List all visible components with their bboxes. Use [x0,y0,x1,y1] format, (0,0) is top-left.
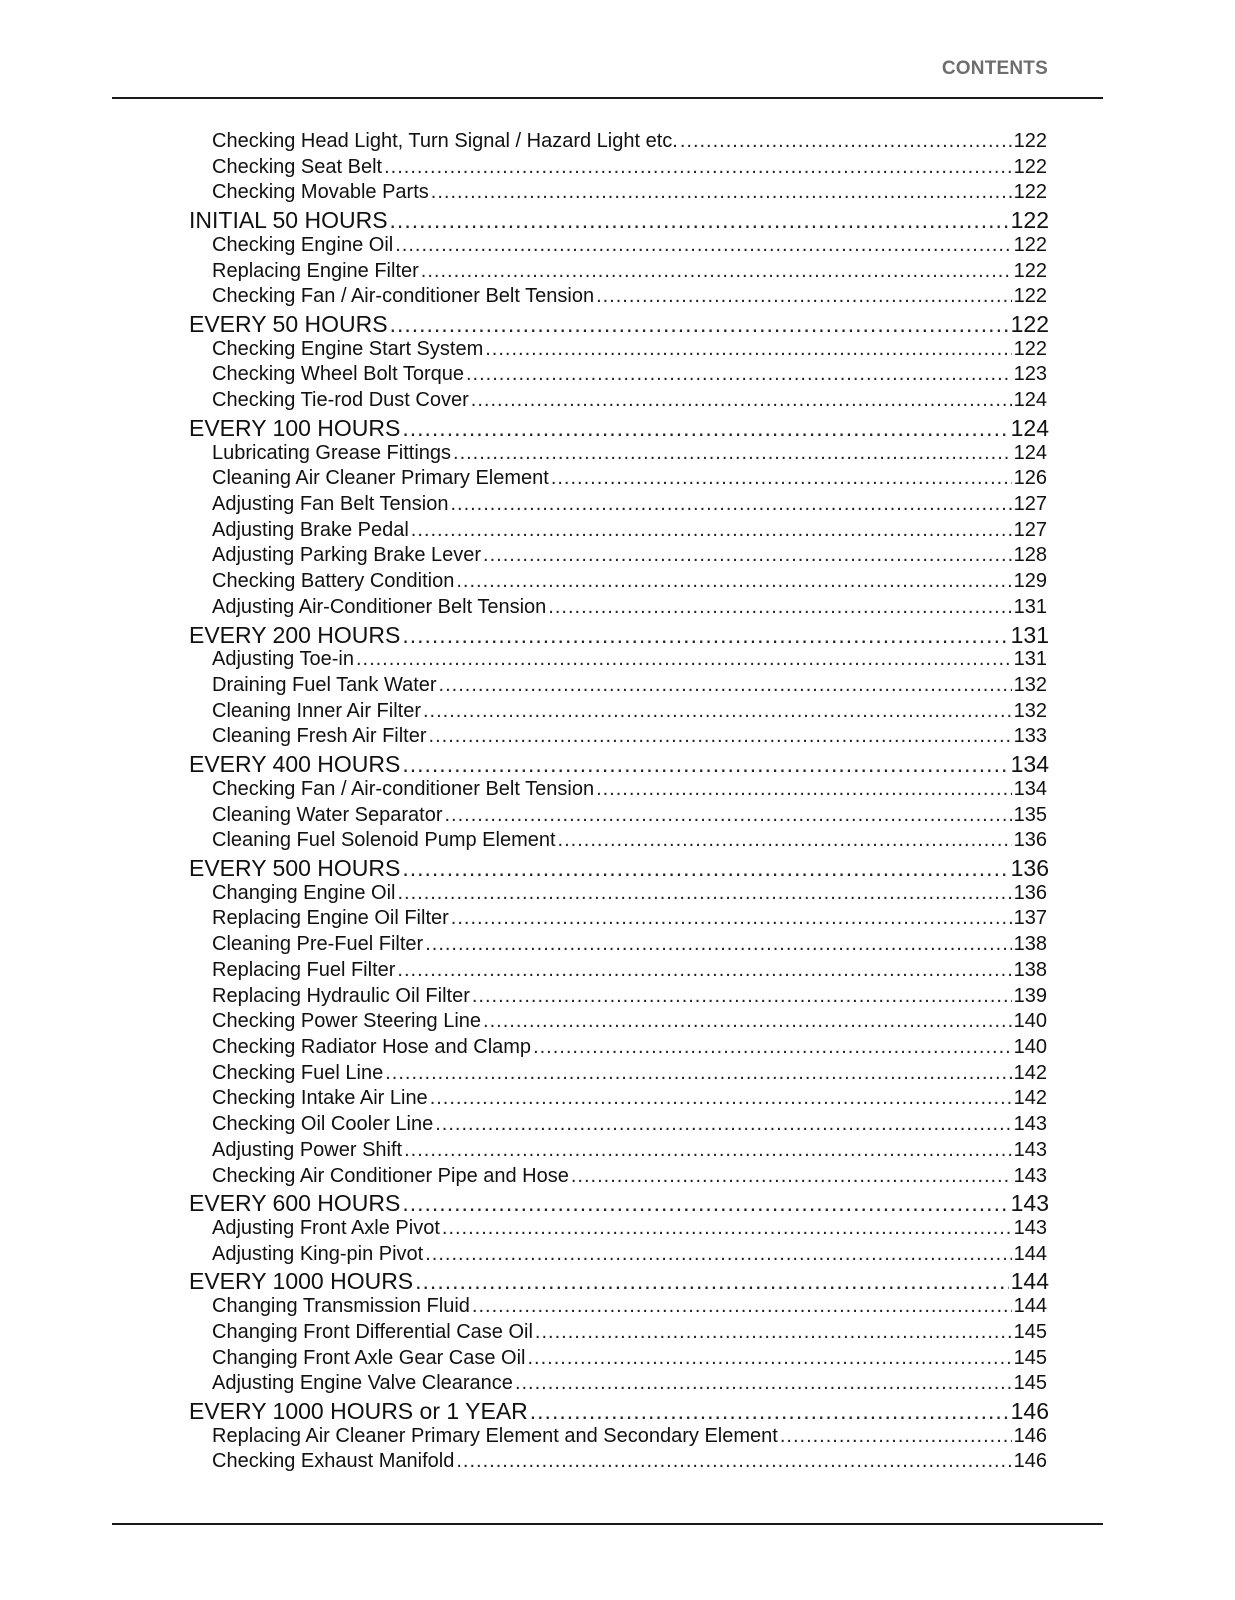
toc-page-number: 146 [1013,1424,1047,1447]
toc-page-number: 131 [1013,648,1047,671]
dot-leader [423,700,1012,723]
dot-leader [530,1398,1009,1425]
toc-page-number: 127 [1013,518,1047,541]
toc-page-number: 122 [1013,337,1047,360]
dot-leader [551,467,1012,490]
toc-entry-label: Adjusting Air-Conditioner Belt Tension [212,595,547,618]
dot-leader [780,1425,1012,1448]
dot-leader [558,829,1012,852]
toc-entry-label: Adjusting Front Axle Pivot [212,1216,440,1239]
toc-page-number: 122 [1010,311,1049,337]
toc-page-number: 124 [1013,441,1047,464]
toc-entry-label: Replacing Engine Oil Filter [212,907,449,930]
toc-entry-label: Cleaning Water Separator [212,803,443,826]
toc-page-number: 138 [1013,933,1047,956]
dot-leader [548,596,1011,619]
dot-leader [435,1113,1011,1136]
dot-leader [390,207,1009,234]
dot-leader [385,1062,1011,1085]
toc-entry-label: EVERY 1000 HOURS or 1 YEAR [189,1397,528,1424]
toc-entry-label: EVERY 1000 HOURS [189,1268,414,1295]
toc-entry[interactable] [0,1139,1235,1165]
dot-leader [397,882,1011,905]
dot-leader [411,519,1012,542]
toc-entry[interactable] [0,493,1235,519]
toc-page-number: 146 [1013,1450,1047,1473]
toc-page-number: 135 [1013,803,1047,826]
dot-leader [384,156,1012,179]
toc-entry[interactable] [0,1062,1235,1088]
toc-page-number: 133 [1013,725,1047,748]
toc-entry-label: EVERY 500 HOURS [189,854,401,881]
dot-leader [596,285,1012,308]
dot-leader [429,725,1012,748]
toc-page-number: 136 [1013,881,1047,904]
toc-entry[interactable] [0,700,1235,726]
toc-entry[interactable] [0,1036,1235,1062]
toc-page-number: 144 [1010,1268,1049,1295]
dot-leader [439,674,1012,697]
dot-leader [445,804,1012,827]
dot-leader [680,130,1012,153]
dot-leader [390,311,1009,338]
header-divider [112,97,1103,99]
toc-entry[interactable] [0,985,1235,1011]
toc-entry-label: Checking Exhaust Manifold [212,1450,455,1473]
toc-entry-label: Adjusting Toe-in [212,648,354,671]
toc-entry[interactable] [0,442,1235,468]
toc-entry[interactable] [0,519,1235,545]
toc-page-number: 138 [1013,958,1047,981]
page-header-title: CONTENTS [941,58,1048,79]
toc-entry-label: Checking Seat Belt [212,155,383,178]
dot-leader [397,959,1011,982]
toc-page-number: 127 [1013,492,1047,515]
dot-leader [528,1347,1012,1370]
toc-page-number: 134 [1010,751,1049,778]
toc-entry[interactable] [0,933,1235,959]
toc-entry-label: Adjusting Parking Brake Lever [212,544,482,567]
toc-page-number: 122 [1013,259,1047,282]
dot-leader [395,234,1011,257]
toc-entry-label: EVERY 200 HOURS [189,621,401,648]
dot-leader [472,985,1012,1008]
toc-entry-label: EVERY 400 HOURS [189,751,401,778]
dot-leader [456,570,1011,593]
toc-entry-label: Replacing Hydraulic Oil Filter [212,984,470,1007]
dot-leader [453,442,1012,465]
toc-entry-label: Cleaning Fuel Solenoid Pump Element [212,829,556,852]
toc-entry[interactable] [0,1321,1235,1347]
toc-page-number: 122 [1010,207,1049,234]
toc-entry[interactable] [0,389,1235,415]
toc-entry-label: Checking Engine Start System [212,337,484,360]
toc-page-number: 144 [1013,1295,1047,1318]
toc-page-number: 146 [1010,1397,1049,1424]
toc-entry-label: Draining Fuel Tank Water [212,673,437,696]
dot-leader [533,1036,1012,1059]
dot-leader [471,389,1012,412]
dot-leader [451,907,1012,930]
toc-section-entry[interactable] [0,1398,1235,1425]
toc-page-number: 128 [1013,544,1047,567]
toc-page-number: 145 [1013,1372,1047,1395]
dot-leader [466,363,1012,386]
toc-entry-label: Checking Wheel Bolt Torque [212,363,464,386]
toc-section-entry[interactable] [0,1190,1235,1217]
dot-leader [456,1450,1011,1473]
toc-page-number: 143 [1013,1216,1047,1239]
toc-entry[interactable] [0,363,1235,389]
toc-entry-label: Checking Power Steering Line [212,1010,482,1033]
toc-entry[interactable] [0,596,1235,622]
toc-entry-label: Cleaning Pre-Fuel Filter [212,933,424,956]
toc-page-number: 123 [1013,363,1047,386]
toc-entry-label: Lubricating Grease Fittings [212,441,452,464]
toc-entry[interactable] [0,1295,1235,1321]
dot-leader [430,1087,1012,1110]
toc-page-number: 143 [1013,1113,1047,1136]
dot-leader [402,751,1008,778]
toc-page-number: 136 [1013,829,1047,852]
toc-entry-label: Checking Fuel Line [212,1061,384,1084]
toc-page-number: 145 [1013,1320,1047,1343]
toc-entry-label: Checking Engine Oil [212,233,394,256]
toc-entry-label: Checking Tie-rod Dust Cover [212,389,469,412]
toc-page-number: 137 [1013,907,1047,930]
dot-leader [442,1217,1012,1240]
toc-entry-label: Checking Battery Condition [212,570,455,593]
toc-entry-label: Checking Air Conditioner Pipe and Hose [212,1164,569,1187]
dot-leader [404,1139,1012,1162]
toc-page-number: 143 [1013,1164,1047,1187]
toc-page-number: 131 [1010,621,1049,648]
toc-entry-label: Changing Front Axle Gear Case Oil [212,1346,526,1369]
toc-entry[interactable] [0,544,1235,570]
toc-entry[interactable] [0,648,1235,674]
toc-entry[interactable] [0,467,1235,493]
toc-section-entry[interactable] [0,751,1235,778]
dot-leader [571,1165,1012,1188]
toc-entry-label: Checking Movable Parts [212,181,429,204]
dot-leader [535,1321,1012,1344]
dot-leader [483,1010,1012,1033]
footer-divider [112,1523,1103,1525]
toc-entry-label: Changing Engine Oil [212,881,396,904]
toc-page-number: 132 [1013,699,1047,722]
toc-entry[interactable] [0,1450,1235,1476]
toc-entry-label: INITIAL 50 HOURS [189,207,388,234]
toc-entry-label: Changing Front Differential Case Oil [212,1320,533,1343]
dot-leader [402,415,1008,442]
toc-entry[interactable] [0,1425,1235,1451]
toc-entry[interactable] [0,285,1235,311]
toc-page-number: 140 [1013,1035,1047,1058]
toc-page-number: 129 [1013,570,1047,593]
toc-section-entry[interactable] [0,415,1235,442]
dot-leader [402,622,1008,649]
toc-entry[interactable] [0,674,1235,700]
toc-page-number: 142 [1013,1061,1047,1084]
toc-page-number: 122 [1013,285,1047,308]
dot-leader [596,778,1012,801]
toc-entry-label: Checking Fan / Air-conditioner Belt Tension [212,285,595,308]
toc-page-number: 143 [1010,1190,1049,1217]
toc-entry[interactable] [0,829,1235,855]
dot-leader [431,181,1012,204]
toc-entry-label: Adjusting King-pin Pivot [212,1242,424,1265]
toc-page-number: 124 [1013,389,1047,412]
toc-entry-label: Replacing Air Cleaner Primary Element and Secondary Element [212,1424,778,1447]
toc-entry-label: Replacing Engine Filter [212,259,419,282]
toc-entry-label: Checking Radiator Hose and Clamp [212,1035,532,1058]
toc-entry-label: Checking Intake Air Line [212,1087,428,1110]
toc-page-number: 143 [1013,1138,1047,1161]
toc-entry-label: Cleaning Inner Air Filter [212,699,421,722]
toc-entry-label: EVERY 100 HOURS [189,414,401,441]
toc-entry[interactable] [0,778,1235,804]
toc-entry[interactable] [0,1010,1235,1036]
toc-entry[interactable] [0,804,1235,830]
toc-page-number: 142 [1013,1087,1047,1110]
toc-entry-label: Adjusting Engine Valve Clearance [212,1372,513,1395]
toc-entry-label: EVERY 600 HOURS [189,1190,401,1217]
toc-entry[interactable] [0,1113,1235,1139]
toc-entry[interactable] [0,570,1235,596]
toc-entry-label: Cleaning Air Cleaner Primary Element [212,467,549,490]
toc-page-number: 126 [1013,467,1047,490]
dot-leader [421,260,1012,283]
toc-entry-label: Changing Transmission Fluid [212,1295,470,1318]
toc-page-number: 132 [1013,673,1047,696]
toc-section-entry[interactable] [0,622,1235,649]
toc-section-entry[interactable] [0,311,1235,338]
table-of-contents [0,130,1235,1476]
dot-leader [356,648,1012,671]
toc-page-number: 124 [1010,414,1049,441]
toc-entry[interactable] [0,338,1235,364]
toc-entry-label: EVERY 50 HOURS [189,311,388,337]
dot-leader [485,338,1011,361]
toc-entry[interactable] [0,1243,1235,1269]
toc-section-entry[interactable] [0,207,1235,234]
toc-entry[interactable] [0,1372,1235,1398]
toc-entry[interactable] [0,234,1235,260]
toc-page-number: 140 [1013,1010,1047,1033]
toc-entry-label: Checking Fan / Air-conditioner Belt Tension [212,777,595,800]
toc-entry[interactable] [0,130,1235,156]
toc-entry-label: Checking Head Light, Turn Signal / Hazard Light etc. [212,130,678,152]
toc-page-number: 131 [1013,595,1047,618]
toc-entry[interactable] [0,1087,1235,1113]
toc-entry-label: Checking Oil Cooler Line [212,1113,434,1136]
dot-leader [415,1268,1008,1295]
toc-page-number: 134 [1013,777,1047,800]
toc-page-number: 122 [1013,181,1047,204]
dot-leader [425,1243,1011,1266]
toc-entry[interactable] [0,1347,1235,1373]
toc-entry-label: Replacing Fuel Filter [212,958,396,981]
dot-leader [450,493,1011,516]
toc-entry-label: Adjusting Power Shift [212,1138,403,1161]
toc-entry-label: Cleaning Fresh Air Filter [212,725,427,748]
toc-entry[interactable] [0,1165,1235,1191]
toc-entry[interactable] [0,725,1235,751]
toc-entry[interactable] [0,959,1235,985]
toc-page-number: 139 [1013,984,1047,1007]
toc-entry[interactable] [0,156,1235,182]
toc-page-number: 136 [1010,854,1049,881]
toc-page-number: 144 [1013,1242,1047,1265]
toc-entry-label: Adjusting Brake Pedal [212,518,409,541]
toc-page-number: 145 [1013,1346,1047,1369]
toc-page-number: 122 [1013,130,1047,152]
toc-entry[interactable] [0,260,1235,286]
toc-entry[interactable] [0,907,1235,933]
toc-entry[interactable] [0,882,1235,908]
dot-leader [402,855,1008,882]
toc-entry-label: Adjusting Fan Belt Tension [212,492,449,515]
toc-section-entry[interactable] [0,1268,1235,1295]
toc-entry[interactable] [0,181,1235,207]
dot-leader [402,1190,1008,1217]
dot-leader [425,933,1011,956]
dot-leader [472,1295,1012,1318]
toc-section-entry[interactable] [0,855,1235,882]
dot-leader [483,544,1012,567]
dot-leader [515,1372,1012,1395]
toc-page-number: 122 [1013,233,1047,256]
toc-page-number: 122 [1013,155,1047,178]
toc-entry[interactable] [0,1217,1235,1243]
